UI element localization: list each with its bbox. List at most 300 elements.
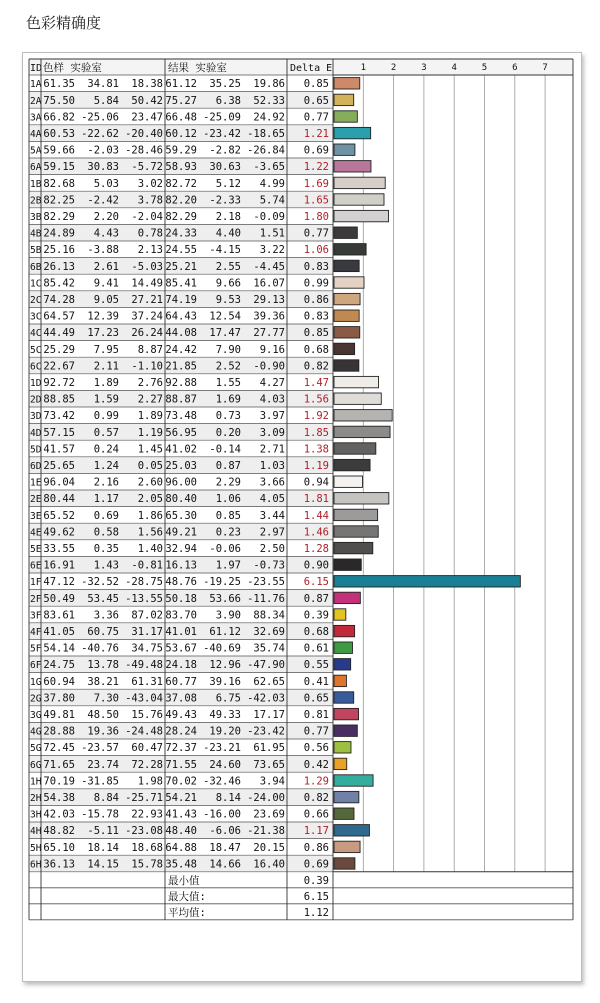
result-value: 61.12	[209, 626, 241, 638]
delta-e-bar	[334, 692, 354, 703]
delta-e-bar	[334, 111, 357, 122]
reference-value: -13.55	[125, 592, 163, 605]
reference-value: -3.88	[87, 244, 119, 257]
result-value: 53.67	[165, 642, 197, 655]
result-value: 82.20	[165, 194, 197, 207]
reference-value: 48.82	[43, 825, 75, 838]
reference-value: 61.31	[131, 675, 163, 688]
result-value: 17.17	[253, 709, 285, 721]
delta-e-value: 0.83	[303, 310, 329, 323]
delta-e-value: 1.28	[303, 543, 329, 555]
delta-e-bar	[334, 94, 354, 105]
result-value: -26.84	[247, 144, 285, 157]
reference-value: 1.43	[93, 559, 119, 572]
row-id: 5H	[30, 842, 42, 854]
delta-e-bar	[334, 625, 355, 636]
reference-value: 8.84	[93, 792, 119, 804]
result-value: 32.69	[253, 626, 285, 638]
reference-value: 13.78	[87, 659, 119, 672]
reference-value: 23.74	[87, 758, 119, 771]
row-id: 2E	[30, 494, 42, 506]
row-id: 5C	[30, 344, 42, 356]
row-id: 2B	[30, 195, 42, 207]
delta-e-bar	[334, 227, 357, 238]
result-value: 4.27	[259, 377, 285, 389]
result-value: 32.94	[165, 543, 197, 555]
result-value: 2.55	[215, 260, 241, 273]
reference-value: 70.19	[43, 775, 75, 788]
delta-e-bar	[334, 791, 359, 802]
reference-value: 61.35	[43, 78, 75, 91]
reference-value: 82.68	[43, 177, 75, 190]
result-value: -47.90	[247, 659, 285, 672]
delta-e-bar	[334, 775, 373, 786]
result-value: 0.23	[215, 526, 241, 539]
result-value: 35.74	[253, 642, 285, 655]
result-value: -6.06	[209, 825, 241, 838]
row-id: 1G	[30, 676, 42, 688]
delta-e-value: 1.29	[303, 775, 329, 788]
delta-e-value: 0.65	[303, 692, 329, 705]
reference-value: 5.84	[93, 94, 119, 107]
reference-value: 33.55	[43, 543, 75, 555]
result-value: 23.69	[253, 808, 285, 821]
reference-value: 2.20	[93, 211, 119, 223]
delta-e-bar	[334, 459, 370, 470]
delta-e-value: 1.80	[303, 211, 329, 223]
row-id: 5D	[30, 444, 42, 456]
delta-e-bar	[334, 825, 369, 836]
row-id: 4F	[30, 627, 42, 638]
result-value: 0.87	[215, 460, 241, 472]
delta-e-bar	[334, 343, 355, 354]
result-value: 6.75	[215, 692, 241, 705]
reference-value: 0.78	[137, 227, 163, 240]
reference-value: 2.11	[93, 360, 119, 373]
result-value: 64.88	[165, 841, 197, 854]
result-value: 4.40	[215, 227, 241, 240]
delta-e-value: 0.42	[303, 758, 329, 771]
result-value: 14.66	[209, 858, 241, 871]
delta-e-value: 0.77	[303, 227, 329, 240]
delta-e-value: 0.86	[303, 294, 329, 306]
reference-value: 23.47	[131, 111, 163, 124]
summary-label: 最小值	[168, 874, 200, 887]
row-id: 6A	[30, 162, 42, 174]
reference-value: 60.47	[131, 742, 163, 755]
result-value: 44.08	[165, 327, 197, 340]
result-value: 82.29	[165, 211, 197, 223]
result-value: 60.12	[165, 128, 197, 140]
reference-value: 9.05	[93, 294, 119, 306]
delta-e-bar	[334, 576, 520, 587]
row-id: 1A	[30, 79, 42, 91]
reference-value: 7.95	[93, 343, 119, 356]
delta-e-value: 0.77	[303, 725, 329, 738]
delta-e-value: 1.44	[303, 509, 329, 522]
result-value: 60.77	[165, 675, 197, 688]
result-value: 39.16	[209, 675, 241, 688]
result-value: -3.65	[253, 161, 285, 174]
result-value: 92.88	[165, 377, 197, 389]
result-value: 2.18	[215, 211, 241, 223]
reference-value: 17.23	[87, 327, 119, 340]
reference-value: 1.89	[93, 377, 119, 389]
result-value: 1.97	[215, 559, 241, 572]
reference-value: 53.45	[87, 592, 119, 605]
delta-e-bar	[334, 841, 360, 852]
reference-value: 42.03	[43, 808, 75, 821]
delta-e-value: 0.87	[303, 592, 329, 605]
result-value: 16.07	[253, 277, 285, 290]
row-id: 2D	[30, 394, 42, 406]
delta-e-bar	[334, 742, 351, 753]
reference-value: 82.29	[43, 211, 75, 223]
delta-e-value: 0.68	[303, 343, 329, 356]
reference-value: 26.24	[131, 327, 163, 340]
result-value: 3.22	[259, 244, 285, 257]
reference-value: 19.36	[87, 725, 119, 738]
result-value: 1.55	[215, 377, 241, 389]
reference-value: 18.68	[131, 841, 163, 854]
result-value: 4.03	[259, 393, 285, 406]
reference-value: 18.14	[87, 841, 119, 854]
reference-value: 18.38	[131, 78, 163, 91]
result-value: 80.40	[165, 493, 197, 506]
result-value: -0.14	[209, 443, 241, 456]
result-value: 3.94	[259, 775, 285, 788]
result-value: 83.70	[165, 609, 197, 622]
axis-tick-label: 2	[390, 63, 397, 73]
result-value: 61.95	[253, 742, 285, 755]
reference-value: 8.87	[137, 343, 163, 356]
reference-value: 38.21	[87, 675, 119, 688]
delta-e-value: 0.66	[303, 808, 329, 821]
reference-value: 1.17	[93, 493, 119, 506]
result-value: 6.38	[215, 94, 241, 107]
reference-value: 3.78	[137, 194, 163, 207]
result-value: 2.50	[259, 543, 285, 555]
row-id: 1H	[30, 776, 42, 788]
result-value: 16.13	[165, 559, 197, 572]
reference-value: 59.15	[43, 161, 75, 174]
reference-value: 0.57	[93, 426, 119, 439]
result-value: -18.65	[247, 128, 285, 140]
row-id: 3F	[30, 610, 42, 622]
result-value: 3.66	[259, 476, 285, 489]
delta-e-value: 0.41	[303, 675, 329, 688]
result-value: 56.95	[165, 426, 197, 439]
delta-e-value: 0.99	[303, 277, 329, 290]
result-value: -25.09	[203, 111, 241, 124]
reference-value: 54.38	[43, 792, 75, 804]
axis-tick-label: 6	[512, 63, 518, 73]
reference-value: 96.04	[43, 476, 75, 489]
delta-e-bar	[334, 725, 357, 736]
result-value: -23.21	[203, 742, 241, 755]
reference-value: -5.03	[131, 260, 163, 273]
reference-value: 12.39	[87, 310, 119, 323]
row-id: 5B	[30, 245, 42, 257]
reference-value: 71.65	[43, 758, 75, 771]
reference-value: 2.60	[137, 476, 163, 489]
row-id: 1B	[30, 178, 42, 190]
result-value: 1.51	[259, 227, 285, 240]
reference-value: 2.76	[137, 377, 163, 389]
delta-e-bar	[334, 526, 378, 537]
reference-value: 1.98	[137, 775, 163, 788]
reference-value: 0.05	[137, 460, 163, 472]
result-value: 82.72	[165, 177, 197, 190]
reference-value: 1.40	[137, 543, 163, 555]
result-value: -0.73	[253, 559, 285, 572]
result-value: 72.37	[165, 742, 197, 755]
result-value: 59.29	[165, 144, 197, 157]
reference-value: -23.08	[125, 825, 163, 838]
reference-value: -1.10	[131, 360, 163, 373]
row-id: 4D	[30, 427, 42, 439]
delta-e-value: 0.83	[303, 260, 329, 273]
reference-value: 3.02	[137, 177, 163, 190]
reference-value: 7.30	[93, 692, 119, 705]
result-value: -16.00	[203, 808, 241, 821]
result-value: 54.21	[165, 792, 197, 804]
result-value: 1.06	[215, 493, 241, 506]
result-value: 9.66	[215, 277, 241, 290]
row-id: 6D	[30, 461, 42, 472]
delta-e-bar	[334, 127, 371, 138]
delta-e-bar	[334, 144, 355, 155]
result-value: 5.12	[215, 177, 241, 190]
reference-value: 72.45	[43, 742, 75, 755]
result-value: 12.54	[209, 310, 241, 323]
result-value: 28.24	[165, 725, 197, 738]
reference-value: 30.83	[87, 161, 119, 174]
delta-e-value: 0.69	[303, 858, 329, 871]
delta-e-value: 0.56	[303, 742, 329, 755]
reference-value: 2.05	[137, 493, 163, 506]
reference-value: 15.76	[131, 709, 163, 721]
reference-value: 49.81	[43, 709, 75, 721]
reference-value: 82.25	[43, 194, 75, 207]
result-value: 2.52	[215, 360, 241, 373]
result-value: 24.55	[165, 244, 197, 257]
row-id: 5E	[30, 544, 42, 555]
reference-value: 25.65	[43, 460, 75, 472]
row-id: 3H	[30, 809, 42, 821]
summary-value: 6.15	[303, 890, 329, 903]
delta-e-value: 1.92	[303, 410, 329, 423]
result-value: 3.90	[215, 609, 241, 622]
result-value: 61.12	[165, 78, 197, 91]
reference-value: -2.42	[87, 194, 119, 207]
row-id: 3D	[30, 411, 42, 423]
reference-value: 49.62	[43, 526, 75, 539]
delta-e-bar	[334, 293, 360, 304]
result-value: 1.69	[215, 393, 241, 406]
delta-e-bar	[334, 393, 381, 404]
result-value: 66.48	[165, 111, 197, 124]
reference-value: -31.85	[81, 775, 119, 788]
result-value: 64.43	[165, 310, 197, 323]
result-value: -0.90	[253, 360, 285, 373]
reference-value: 92.72	[43, 377, 75, 389]
result-value: 35.25	[209, 78, 241, 91]
reference-value: 41.05	[43, 626, 75, 638]
reference-value: 34.81	[87, 78, 119, 91]
result-value: 96.00	[165, 476, 197, 489]
result-value: 19.20	[209, 725, 241, 738]
delta-e-bar	[334, 194, 384, 205]
reference-value: 37.80	[43, 692, 75, 705]
result-value: 9.16	[259, 343, 285, 356]
delta-e-value: 1.47	[303, 377, 329, 389]
delta-e-bar	[334, 675, 346, 686]
row-id: 5G	[30, 743, 42, 755]
result-value: 9.53	[215, 294, 241, 306]
reference-value: 14.49	[131, 277, 163, 290]
reference-value: 31.17	[131, 626, 163, 638]
reference-value: -22.62	[81, 128, 119, 140]
delta-e-bar	[334, 808, 354, 819]
result-value: 88.87	[165, 393, 197, 406]
result-value: -40.69	[203, 642, 241, 655]
result-value: 27.77	[253, 327, 285, 340]
delta-e-bar	[334, 260, 359, 271]
reference-value: 66.82	[43, 111, 75, 124]
result-value: -0.06	[209, 543, 241, 555]
reference-value: 1.59	[93, 393, 119, 406]
delta-e-bar	[334, 177, 385, 188]
reference-value: 44.49	[43, 327, 75, 340]
reference-value: -25.71	[125, 792, 163, 804]
delta-e-value: 0.85	[303, 78, 329, 91]
summary-value: 1.12	[303, 906, 329, 919]
delta-e-value: 1.38	[303, 443, 329, 456]
reference-value: 15.78	[131, 858, 163, 871]
delta-e-bar	[334, 559, 361, 570]
delta-e-bar	[334, 210, 389, 221]
result-value: -19.25	[203, 576, 241, 589]
row-id: 6C	[30, 361, 42, 373]
delta-e-bar	[334, 858, 355, 869]
summary-value: 0.39	[303, 874, 329, 887]
row-id: 5A	[30, 145, 42, 157]
reference-value: 60.75	[87, 626, 119, 638]
result-value: -4.15	[209, 244, 241, 257]
result-value: 24.18	[165, 659, 197, 672]
delta-e-bar	[334, 360, 359, 371]
reference-value: -5.11	[87, 825, 119, 838]
axis-tick-label: 4	[451, 63, 457, 73]
delta-e-value: 0.82	[303, 792, 329, 804]
color-accuracy-table	[23, 53, 581, 981]
result-value: 18.47	[209, 841, 241, 854]
reference-value: 60.53	[43, 128, 75, 140]
result-value: 39.36	[253, 310, 285, 323]
row-id: 2H	[30, 793, 42, 804]
result-value: 24.42	[165, 343, 197, 356]
reference-value: -24.48	[125, 725, 163, 738]
result-value: -2.82	[209, 144, 241, 157]
reference-value: -43.04	[125, 692, 163, 705]
delta-e-bar	[334, 277, 364, 288]
reference-value: 65.10	[43, 841, 75, 854]
result-value: 48.40	[165, 825, 197, 838]
row-id: 4G	[30, 726, 42, 738]
header-result-lab: 结果 实验室	[168, 62, 227, 74]
header-delta-e: Delta E	[290, 63, 333, 74]
delta-e-value: 1.06	[303, 244, 329, 257]
delta-e-value: 0.85	[303, 327, 329, 340]
delta-e-bar	[334, 642, 352, 653]
reference-value: -40.76	[81, 642, 119, 655]
reference-value: 48.50	[87, 709, 119, 721]
reference-value: 1.19	[137, 426, 163, 439]
result-value: 8.14	[215, 792, 241, 804]
result-value: 49.21	[165, 526, 197, 539]
row-id: 3E	[30, 510, 42, 522]
reference-value: 0.58	[93, 526, 119, 539]
delta-e-value: 0.86	[303, 841, 329, 854]
reference-value: 1.89	[137, 410, 163, 423]
row-id: 3C	[30, 311, 42, 323]
delta-e-bar	[334, 327, 360, 338]
reference-value: -15.78	[81, 808, 119, 821]
delta-e-bar	[334, 609, 346, 620]
row-id: 4B	[30, 228, 42, 240]
result-value: -23.42	[247, 725, 285, 738]
reference-value: 65.52	[43, 509, 75, 522]
row-id: 1C	[30, 278, 42, 290]
result-value: 25.21	[165, 260, 197, 273]
reference-value: -49.48	[125, 659, 163, 672]
result-value: -23.55	[247, 576, 285, 589]
reference-value: 41.57	[43, 443, 75, 456]
result-value: 1.03	[259, 460, 285, 472]
result-value: 53.66	[209, 592, 241, 605]
result-value: 29.13	[253, 294, 285, 306]
result-value: 12.96	[209, 659, 241, 672]
delta-e-value: 1.19	[303, 460, 329, 472]
reference-value: -2.03	[87, 144, 119, 157]
summary-label: 平均值:	[168, 906, 206, 919]
result-value: 24.33	[165, 227, 197, 240]
row-id: 6H	[30, 859, 42, 871]
result-value: -0.09	[253, 211, 285, 223]
delta-e-bar	[334, 659, 351, 670]
result-value: 65.30	[165, 509, 197, 522]
reference-value: 87.02	[131, 609, 163, 622]
reference-value: -5.72	[131, 161, 163, 174]
result-value: -21.38	[247, 825, 285, 838]
result-value: 0.73	[215, 410, 241, 423]
color-accuracy-panel	[22, 52, 582, 982]
row-id: 6B	[30, 261, 42, 273]
result-value: 2.29	[215, 476, 241, 489]
result-value: 41.43	[165, 808, 197, 821]
result-value: 74.19	[165, 294, 197, 306]
reference-value: 34.75	[131, 642, 163, 655]
result-value: 71.55	[165, 758, 197, 771]
row-id: 6G	[30, 759, 42, 771]
reference-value: 0.69	[93, 509, 119, 522]
delta-e-bar	[334, 426, 390, 437]
result-value: 50.18	[165, 592, 197, 605]
result-value: 25.03	[165, 460, 197, 472]
result-value: 48.76	[165, 576, 197, 589]
result-value: 73.65	[253, 758, 285, 771]
